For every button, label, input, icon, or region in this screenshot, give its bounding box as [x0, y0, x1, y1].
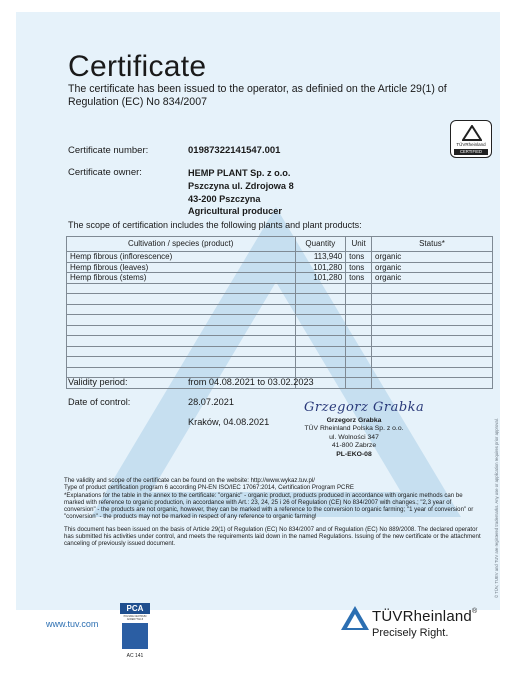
table-row-empty	[67, 315, 493, 326]
products-table	[66, 236, 493, 389]
cell-status: organic	[372, 273, 493, 284]
owner-type: Agricultural producer	[188, 206, 282, 217]
table-header-row	[67, 237, 493, 252]
badge-brand: TÜVRheinland	[456, 142, 486, 147]
cell-status: organic	[372, 252, 493, 263]
cell-unit: tons	[346, 262, 372, 273]
signatory-block	[284, 417, 424, 459]
cell-unit: tons	[346, 252, 372, 263]
control-date-value: 28.07.2021	[188, 397, 234, 407]
table-row	[67, 252, 493, 263]
col-header-product: Cultivation / species (product)	[67, 237, 296, 252]
signatory-name: Grzegorz Grabka	[326, 417, 382, 424]
tuv-certified-badge	[450, 120, 492, 158]
owner-city: 43-200 Pszczyna	[188, 193, 261, 204]
col-header-unit: Unit	[346, 237, 372, 252]
table-row-empty	[67, 357, 493, 368]
place-date: Kraków, 04.08.2021	[188, 417, 270, 427]
cell-quantity: 101,280	[295, 262, 346, 273]
table-row-empty	[67, 336, 493, 347]
table-row-empty	[67, 294, 493, 305]
cell-quantity: 113,940	[295, 252, 346, 263]
trademark-side-note: © TÜV, TUEV and TUV are registered trademarks. Any use or application requires prior approval.	[494, 418, 499, 598]
cell-product: Hemp fibrous (stems)	[67, 273, 296, 284]
control-date-label: Date of control:	[68, 397, 131, 407]
certificate-number-value: 01987322141547.001	[188, 145, 281, 156]
note-program: Type of product certification program 6 according PN-EN ISO/IEC 17067:2014, Certification Program PCRE	[64, 484, 354, 492]
scope-text: The scope of certification includes the following plants and plant products:	[68, 220, 362, 230]
owner-name: HEMP PLANT Sp. z o.o.	[188, 168, 291, 178]
col-header-status: Status*	[372, 237, 493, 252]
table-row	[67, 273, 493, 284]
page-subtitle: The certificate has been issued to the operator, as definied on the Article 29(1) of Regulation (EC) No 834/2007	[68, 83, 447, 108]
footer-website-link[interactable]: www.tuv.com	[46, 619, 99, 629]
certificate-owner-block	[188, 167, 294, 218]
table-row-empty	[67, 325, 493, 336]
signatory-city: 41-800 Zabrze	[331, 442, 377, 450]
footnotes	[64, 477, 484, 548]
tuv-triangle-icon	[462, 125, 482, 141]
table-row-empty	[67, 304, 493, 315]
table-row-empty	[67, 346, 493, 357]
pca-code: AC 141	[126, 653, 144, 659]
certificate-owner-label: Certificate owner:	[68, 167, 142, 178]
tuv-rheinland-logo-icon	[340, 605, 370, 631]
tuv-brand-text: TÜVRheinland	[372, 608, 472, 625]
pca-mark-icon	[122, 623, 148, 649]
note-legal-basis: This document has been issued on the basis of Article 29(1) of Regulation (EC) No 834/2007 and of Regulation (EC) No 889/2008. The declared operator has submitted his activities under control, and meets the requirements laid down in the named Regulations. Issuing of the new certificate or the attachment canceling of previously issued document.	[64, 525, 481, 548]
validity-value: from 04.08.2021 to 03.02.2023	[188, 377, 314, 387]
handwritten-signature: Grzegorz Grabka	[304, 400, 425, 415]
certificate-sheet	[16, 12, 500, 610]
signatory-company: TÜV Rheinland Polska Sp. z o.o.	[304, 425, 404, 433]
pca-accreditation-logo	[120, 603, 150, 669]
cell-product: Hemp fibrous (inflorescence)	[67, 252, 296, 263]
table-row	[67, 262, 493, 273]
validity-label: Validity period:	[68, 377, 128, 387]
page-title: Certificate	[68, 50, 207, 83]
pca-logo-sub: POLSKIE CENTRUM AKREDYTACJI	[123, 615, 147, 621]
control-body-code: PL-EKO-08	[336, 450, 372, 458]
col-header-quantity: Quantity	[295, 237, 346, 252]
cell-quantity: 101,280	[295, 273, 346, 284]
note-website: The validity and scope of the certificate can be found on the website: http://www.wykaz.tuv.pl/	[64, 477, 315, 484]
note-explanations: *Explanations for the table in the annex to the certificate: "organic" - organic product, products produced in accordance with organic methods can be marked with reference to organic production, in accordance with Art.: 23, 24, 25 i 26 of Regulation (CE) No 834/2007 with changes.; "2,3 year of conversion" - the products are not organic, however, they can be marked with a reference to the conversion to organic farming; "1 year of conversion" or "conversion" - the products may not be marked in respect of any reference to organic farming!	[64, 491, 474, 521]
badge-certified: CERTIFIED	[454, 149, 488, 155]
signatory-street: ul. Wolności 347	[329, 433, 379, 441]
tuv-slogan: Precisely Right.	[372, 627, 449, 639]
cell-product: Hemp fibrous (leaves)	[67, 262, 296, 273]
cell-unit: tons	[346, 273, 372, 284]
owner-street: Pszczyna ul. Zdrojowa 8	[188, 180, 294, 191]
table-row-empty	[67, 283, 493, 294]
tuv-brand	[372, 608, 477, 625]
tuv-registered-mark: ®	[471, 608, 478, 615]
table-row-empty	[67, 367, 493, 378]
pca-logo-head: PCA	[120, 603, 150, 614]
certificate-number-label: Certificate number:	[68, 145, 149, 156]
cell-status: organic	[372, 262, 493, 273]
